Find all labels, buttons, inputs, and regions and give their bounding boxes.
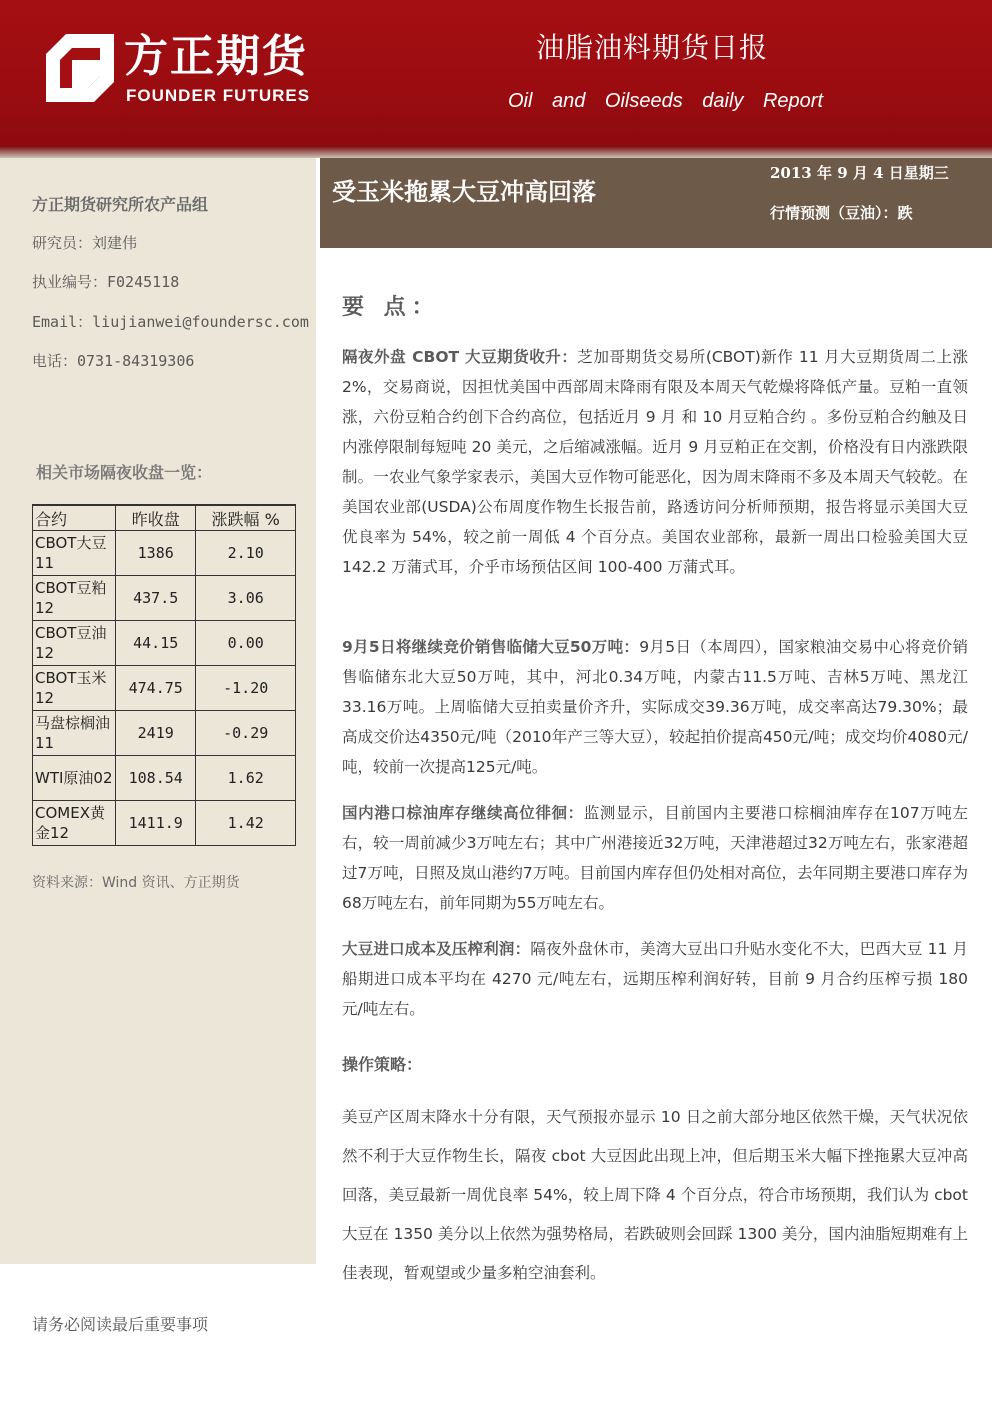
- paragraph-import-cost: [342, 934, 968, 1024]
- paragraph-body: 芝加哥期货交易所(CBOT)新作 11 月大豆期货周二上涨 2%，交易商说，因担忧美国中西部周末降雨有限及本周天气乾燥将降低产量。豆粕一直领涨，六份豆粕合约创下合约高位，包括近月 9 月 和 10 月豆粕合约 。多份豆粕合约触及日内涨停限制每短吨 20 美元，之后缩减涨幅。近月 9 月豆粕正在交割，价格没有日内涨跌限制。一农业气象学家表示，美国大豆作物可能恶化，因为周末降雨不多及本周天气较乾。在美国农业部(USDA)公布周度作物生长报告前，路透访问分析师预期，报告将显示美国大豆优良率为 54%，较之前一周低 4 个百分点。美国农业部称，最新一周出口检验美国大豆 142.2 万蒲式耳，介乎市场预估区间 100-400 万蒲式耳。: [342, 348, 969, 576]
- paragraph-lead: 大豆进口成本及压榨利润：: [342, 940, 531, 958]
- contract-name: CBOT玉米12: [33, 666, 116, 711]
- report-date: 2013 年 9 月 4 日星期三: [770, 164, 949, 182]
- key-points-heading: 要 点：: [342, 295, 440, 320]
- change-pct: 0.00: [196, 621, 296, 666]
- column-header: 合约: [33, 505, 116, 531]
- paragraph-body: 隔夜外盘休市，美湾大豆出口升贴水变化不大，巴西大豆 11 月船期进口成本平均在 4270 元/吨左右，远期压榨利润好转，目前 9 月合约压榨亏损 180 元/吨左右。: [342, 940, 968, 1018]
- change-pct: -0.29: [196, 711, 296, 756]
- disclaimer-notice: 请务必阅读最后重要事项: [32, 1315, 209, 1334]
- founder-logo-icon: [46, 34, 114, 102]
- paragraph-palm-stock: [342, 798, 968, 918]
- table-row: [33, 801, 296, 846]
- table-row: [33, 576, 296, 621]
- change-pct: -1.20: [196, 666, 296, 711]
- paragraph-lead: 9月5日将继续竞价销售临储大豆50万吨：: [342, 638, 640, 656]
- prev-close: 437.5: [116, 576, 196, 621]
- table-row: [33, 621, 296, 666]
- logo-chinese-name: 方正期货: [124, 31, 308, 82]
- article-title: 受玉米拖累大豆冲高回落: [332, 178, 596, 206]
- header-shadow-divider: [0, 146, 992, 158]
- table-row: [33, 711, 296, 756]
- change-pct: 2.10: [196, 531, 296, 576]
- logo-english-name: FOUNDER FUTURES: [126, 86, 311, 105]
- market-close-table: [32, 504, 296, 846]
- contract-name: CBOT豆粕12: [33, 576, 116, 621]
- license-number: 执业编号：F0245118: [32, 273, 180, 291]
- report-title-cn: 油脂油料期货日报: [536, 31, 769, 64]
- paragraph-auction: [342, 632, 968, 782]
- paragraph-body: 9月5日（本周四），国家粮油交易中心将竞价销售临储东北大豆50万吨，其中，河北0.34万吨，内蒙古11.5万吨、吉林5万吨、黑龙江33.16万吨。上周临储大豆拍卖量价齐升，实际成交39.36万吨，成交率高达79.30%；最高成交价达4350元/吨（2010年产三等大豆），较起拍价提高450元/吨；成交均价4080元/吨，较前一次提高125元/吨。: [342, 638, 968, 776]
- analyst-email[interactable]: Email：liujianwei@foundersc.com: [32, 313, 309, 331]
- strategy-text: 美豆产区周末降水十分有限，天气预报亦显示 10 日之前大部分地区依然干燥，天气状况依然不利于大豆作物生长，隔夜 cbot 大豆因此出现上冲，但后期玉米大幅下挫拖累大豆冲高回落，美豆最新一周优良率 54%，较上周下降 4 个百分点，符合市场预期，我们认为 cbot 大豆在 1350 美分以上依然为强势格局，若跌破则会回踩 1300 美分，国内油脂短期难有上佳表现，暂观望或少量多粕空油套利。: [342, 1108, 968, 1282]
- column-header: 涨跌幅 %: [196, 505, 296, 531]
- analyst-phone: 电话：0731-84319306: [32, 352, 195, 370]
- prev-close: 1411.9: [116, 801, 196, 846]
- prev-close: 474.75: [116, 666, 196, 711]
- prev-close: 44.15: [116, 621, 196, 666]
- prev-close: 1386: [116, 531, 196, 576]
- table-row: [33, 756, 296, 801]
- paragraph-body: 监测显示，目前国内主要港口棕榈油库存在107万吨左右，较一周前减少3万吨左右；其中广州港接近32万吨，天津港超过32万吨左右，张家港超过7万吨，日照及岚山港约7万吨。目前国内库存但仍处相对高位，去年同期主要港口库存为68万吨左右，前年同期为55万吨左右。: [342, 804, 968, 912]
- prev-close: 2419: [116, 711, 196, 756]
- paragraph-lead: 国内港口棕油库存继续高位徘徊：: [342, 804, 584, 822]
- table-header-row: [33, 505, 296, 531]
- table-row: [33, 531, 296, 576]
- header-banner: [0, 0, 992, 152]
- strategy-heading: 操作策略：: [342, 1055, 423, 1074]
- paragraph-cbot: [342, 342, 968, 582]
- contract-name: CBOT大豆11: [33, 531, 116, 576]
- market-table-title: 相关市场隔夜收盘一览：: [36, 463, 213, 482]
- contract-name: 马盘棕榈油11: [33, 711, 116, 756]
- contract-name: COMEX黄金12: [33, 801, 116, 846]
- data-source-note: 资料来源：Wind 资讯、方正期货: [32, 875, 240, 891]
- market-forecast: 行情预测（豆油）：跌: [770, 204, 913, 222]
- table-row: [33, 666, 296, 711]
- paragraph-lead: 隔夜外盘 CBOT 大豆期货收升：: [342, 348, 578, 366]
- research-group: 方正期货研究所农产品组: [32, 195, 209, 214]
- contract-name: WTI原油02: [33, 756, 116, 801]
- prev-close: 108.54: [116, 756, 196, 801]
- change-pct: 3.06: [196, 576, 296, 621]
- contract-name: CBOT豆油12: [33, 621, 116, 666]
- column-header: 昨收盘: [116, 505, 196, 531]
- report-title-en: Oil and Oilseeds daily Report: [508, 90, 824, 112]
- change-pct: 1.42: [196, 801, 296, 846]
- analyst-name: 研究员：刘建伟: [32, 234, 138, 252]
- change-pct: 1.62: [196, 756, 296, 801]
